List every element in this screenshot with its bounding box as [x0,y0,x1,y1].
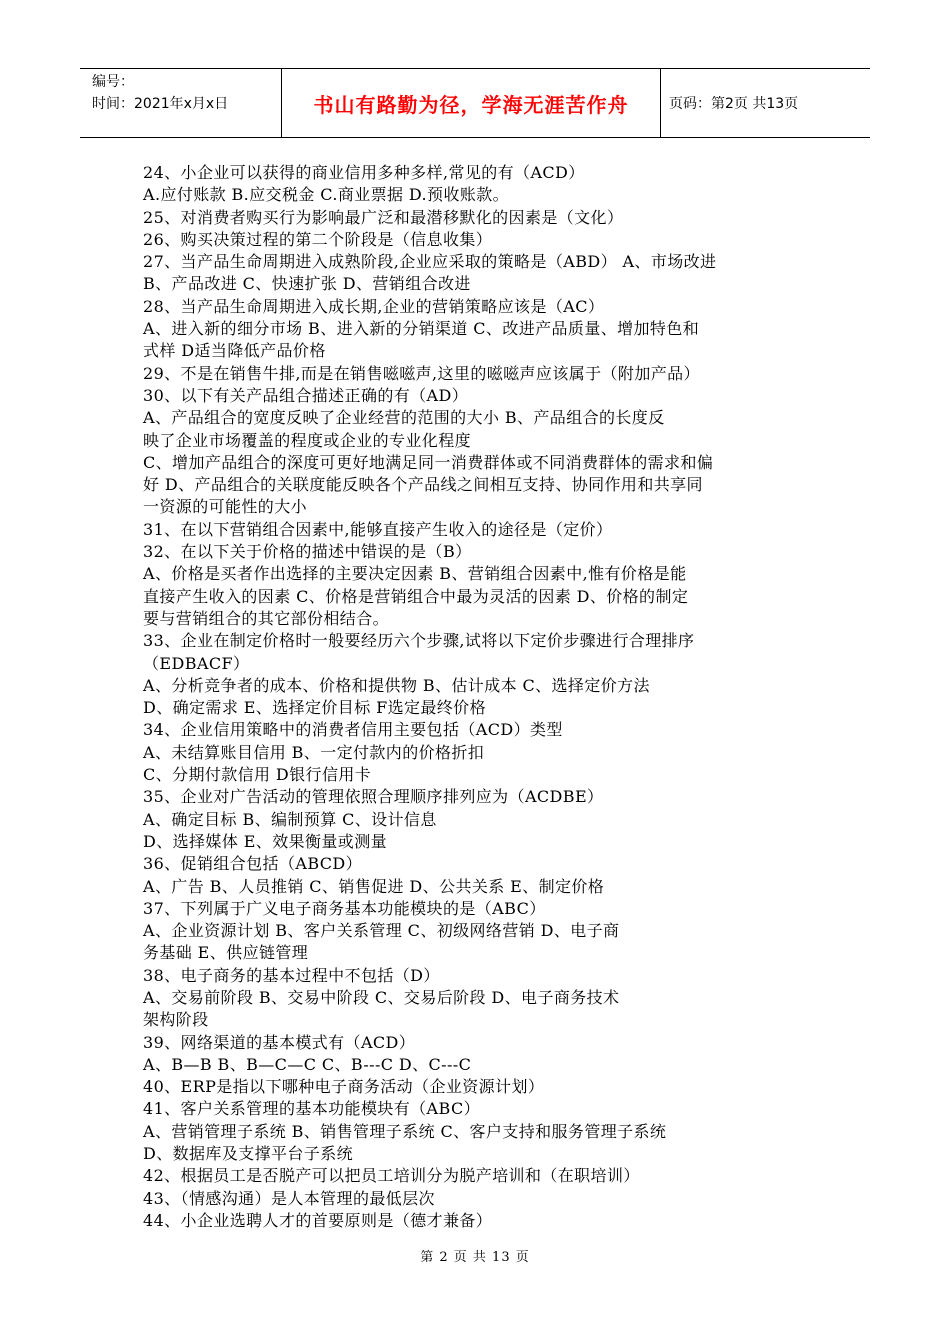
text-line: 24、小企业可以获得的商业信用多种多样,常见的有（ACD） [143,163,585,182]
header-page-number: 页码：第2页 共13页 [669,96,799,112]
document-body [143,162,813,1232]
text-line: C、分期付款信用 D银行信用卡 [143,765,372,785]
document-date-label: 时间：2021年x月x日 [92,96,229,112]
text-line: 39、网络渠道的基本模式有（ACD） [143,1032,416,1052]
text-line: 一资源的可能性的大小 [143,497,308,517]
text-line: 30、以下有关产品组合描述正确的有（AD） [143,385,469,405]
text-line: A、未结算账目信用 B、一定付款内的价格折扣 [143,742,485,762]
text-line: A、进入新的细分市场 B、进入新的分销渠道 C、改进产品质量、增加特色和 [143,319,700,339]
text-line: 26、购买决策过程的第二个阶段是（信息收集） [143,229,493,249]
text-line: 直接产生收入的因素 C、价格是营销组合中最为灵活的因素 D、价格的制定 [143,586,689,606]
text-line: 43、（情感沟通）是人本管理的最低层次 [143,1188,435,1208]
text-line: 42、根据员工是否脱产可以把员工培训分为脱产培训和（在职培训） [143,1166,640,1186]
text-line: 33、企业在制定价格时一般要经历六个步骤,试将以下定价步骤进行合理排序 [143,631,695,651]
text-line: 式样 D适当降低产品价格 [143,341,326,361]
text-line: 映了企业市场覆盖的程度或企业的专业化程度 [143,430,472,450]
text-line: 29、不是在销售牛排,而是在销售嗞嗞声,这里的嗞嗞声应该属于（附加产品） [143,363,700,383]
text-line: A、企业资源计划 B、客户关系管理 C、初级网络营销 D、电子商 [143,921,620,941]
text-line: 28、当产品生命周期进入成长期,企业的营销策略应该是（AC） [143,296,605,316]
text-line: D、数据库及支撑平台子系统 [143,1144,354,1164]
header-meta [80,69,281,137]
text-line: 36、促销组合包括（ABCD） [143,854,363,874]
text-line: B、产品改进 C、快速扩张 D、营销组合改进 [143,274,471,294]
text-line: 35、企业对广告活动的管理依照合理顺序排列应为（ACDBE） [143,787,604,807]
header-motto: 书山有路勤为径，学海无涯苦作舟 [281,69,661,137]
text-line: A、产品组合的宽度反映了企业经营的范围的大小 B、产品组合的长度反 [143,408,665,428]
text-line: A、营销管理子系统 B、销售管理子系统 C、客户支持和服务管理子系统 [143,1121,667,1141]
text-line: 38、电子商务的基本过程中不包括（D） [143,965,440,985]
text-line: 37、下列属于广义电子商务基本功能模块的是（ABC） [143,898,546,918]
text-line: 务基础 E、供应链管理 [143,943,309,963]
text-line: D、选择媒体 E、效果衡量或测量 [143,831,387,851]
text-line: A、价格是买者作出选择的主要决定因素 B、营销组合因素中,惟有价格是能 [143,564,687,584]
text-line: A、B—B B、B—C—C C、B---C D、C---C [143,1054,472,1074]
text-line: C、增加产品组合的深度可更好地满足同一消费群体或不同消费群体的需求和偏 [143,452,714,472]
text-line: D、确定需求 E、选择定价目标 F选定最终价格 [143,698,486,718]
text-line: 34、企业信用策略中的消费者信用主要包括（ACD）类型 [143,720,563,740]
text-line: A、广告 B、人员推销 C、销售促进 D、公共关系 E、制定价格 [143,876,605,896]
text-line: （EDBACF） [143,653,250,673]
text-line: 44、小企业选聘人才的首要原则是（德才兼备） [143,1210,493,1230]
text-line: 41、客户关系管理的基本功能模块有（ABC） [143,1099,481,1119]
text-line: 要与营销组合的其它部份相结合。 [143,608,390,628]
page-header [80,68,870,138]
text-line: A、分析竞争者的成本、价格和提供物 B、估计成本 C、选择定价方法 [143,675,650,695]
text-line: 25、对消费者购买行为影响最广泛和最潜移默化的因素是（文化） [143,207,624,227]
text-line: A、交易前阶段 B、交易中阶段 C、交易后阶段 D、电子商务技术 [143,987,620,1007]
text-line: 好 D、产品组合的关联度能反映各个产品线之间相互支持、协同作用和共享同 [143,475,703,495]
text-line: A.应付账款 B.应交税金 C.商业票据 D.预收账款。 [143,185,510,205]
text-line: 27、当产品生命周期进入成熟阶段,企业应采取的策略是（ABD） A、市场改进 [143,252,717,272]
text-line: 40、ERP是指以下哪种电子商务活动（企业资源计划） [143,1077,545,1097]
text-line: A、确定目标 B、编制预算 C、设计信息 [143,809,437,829]
text-line: 架构阶段 [143,1010,209,1030]
text-line: 32、在以下关于价格的描述中错误的是（B） [143,542,472,562]
text-line: 31、在以下营销组合因素中,能够直接产生收入的途径是（定价） [143,519,613,539]
page-footer: 第 2 页 共 13 页 [420,1250,530,1265]
document-number-label: 编号： [92,74,134,90]
